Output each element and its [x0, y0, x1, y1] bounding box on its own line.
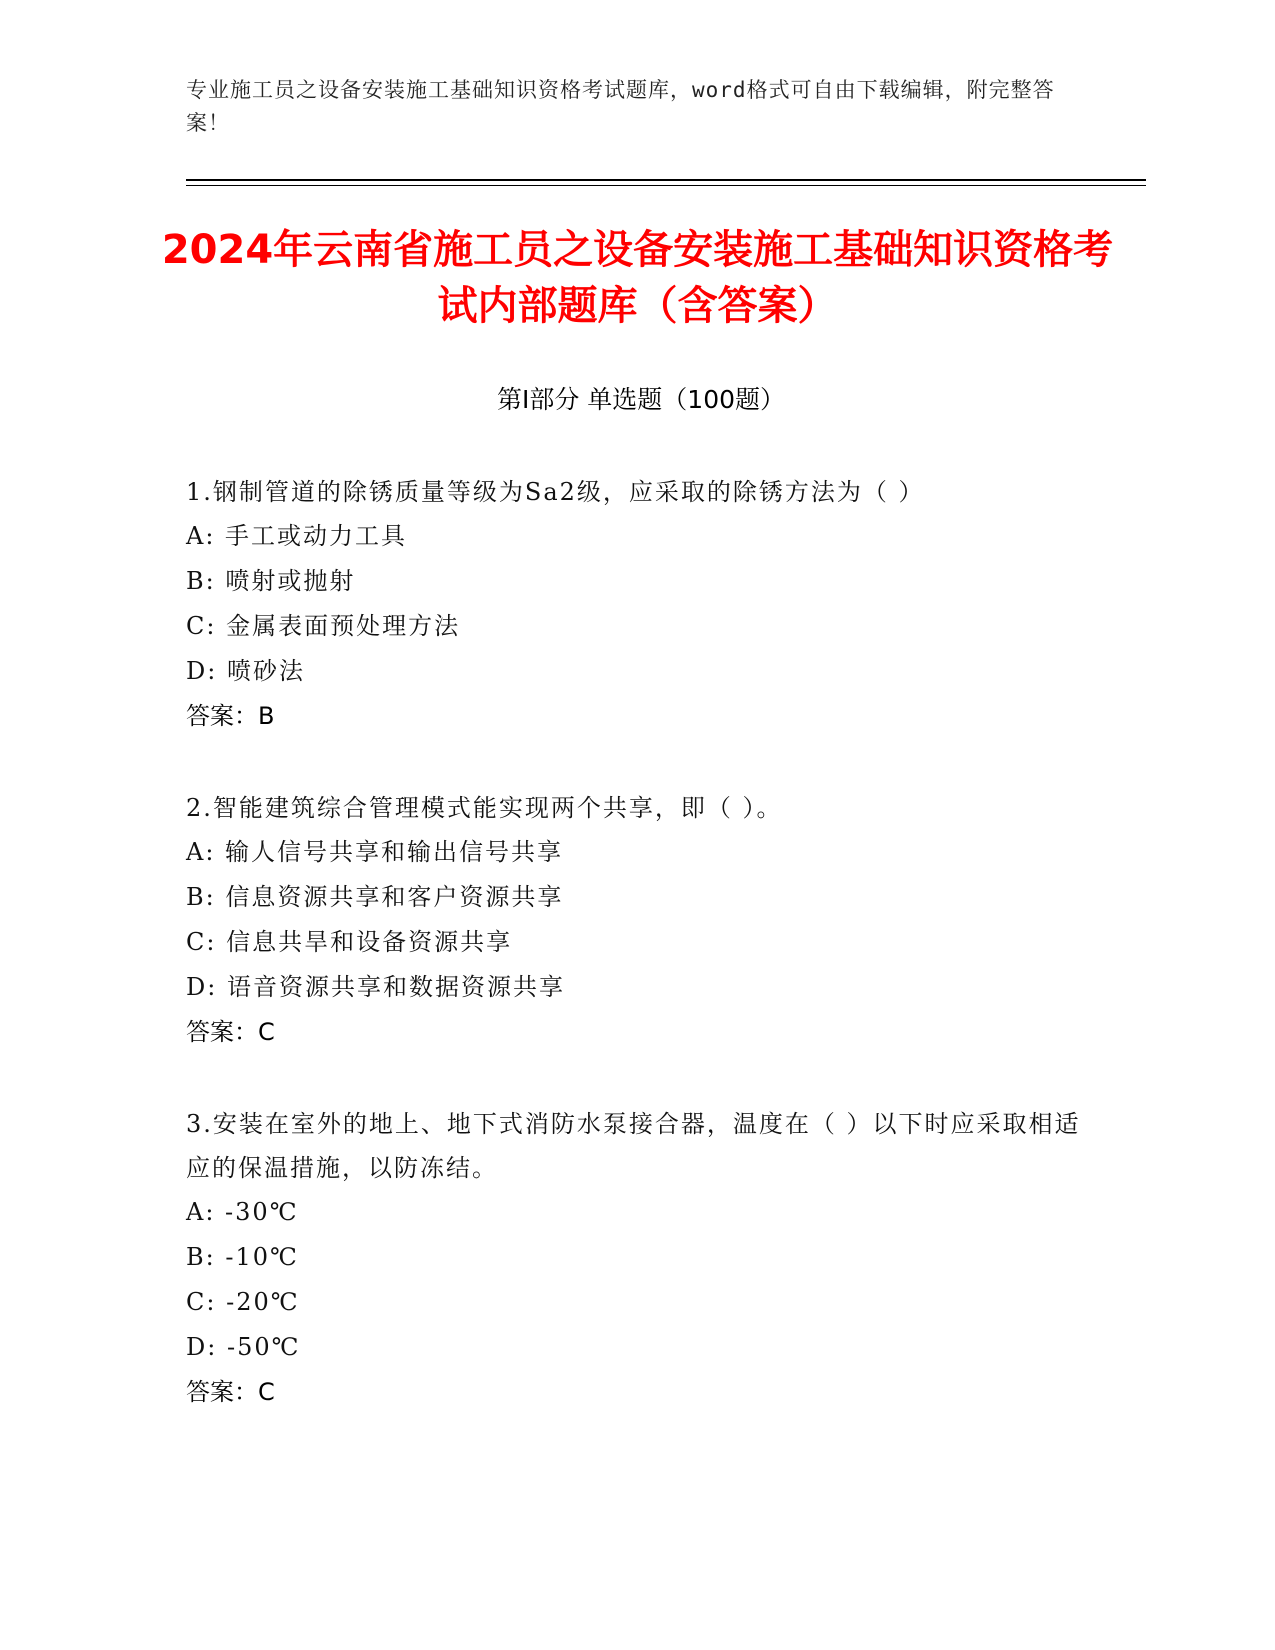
header-divider-thick — [186, 179, 1146, 181]
option-c: C: 信息共旱和设备资源共享 — [186, 928, 513, 956]
option-b: B: -10℃ — [186, 1243, 299, 1271]
option-d: D: 语音资源共享和数据资源共享 — [186, 973, 565, 1001]
question-stem: 1.钢制管道的除锈质量等级为Sa2级，应采取的除锈方法为（ ） — [186, 478, 925, 506]
answer: 答案：B — [186, 702, 275, 730]
answer: 答案：C — [186, 1378, 275, 1406]
question-1 — [186, 470, 1086, 739]
option-c: C: 金属表面预处理方法 — [186, 612, 461, 640]
header-note: 专业施工员之设备安装施工基础知识资格考试题库，word格式可自由下载编辑，附完整答案！ — [186, 78, 1055, 135]
option-d: D: -50℃ — [186, 1333, 301, 1361]
question-2 — [186, 786, 1086, 1055]
header-divider-thin — [186, 185, 1146, 186]
option-a: A: 输人信号共享和输出信号共享 — [186, 838, 564, 866]
question-stem: 2.智能建筑综合管理模式能实现两个共享，即（ ）。 — [186, 794, 783, 822]
question-3 — [186, 1102, 1086, 1415]
option-c: C: -20℃ — [186, 1288, 300, 1316]
option-d: D: 喷砂法 — [186, 657, 305, 685]
option-b: B: 喷射或抛射 — [186, 567, 356, 595]
option-b: B: 信息资源共享和客户资源共享 — [186, 883, 564, 911]
option-a: A: 手工或动力工具 — [186, 522, 408, 550]
answer: 答案：C — [186, 1018, 275, 1046]
section-heading: 第Ⅰ部分 单选题（100题） — [496, 385, 786, 414]
document-title: 2024年云南省施工员之设备安装施工基础知识资格考试内部题库（含答案） — [161, 227, 1114, 329]
option-a: A: -30℃ — [186, 1198, 299, 1226]
question-stem: 3.安装在室外的地上、地下式消防水泵接合器，温度在（ ）以下时应采取相适应的保温措施，以防冻结。 — [186, 1110, 1081, 1182]
